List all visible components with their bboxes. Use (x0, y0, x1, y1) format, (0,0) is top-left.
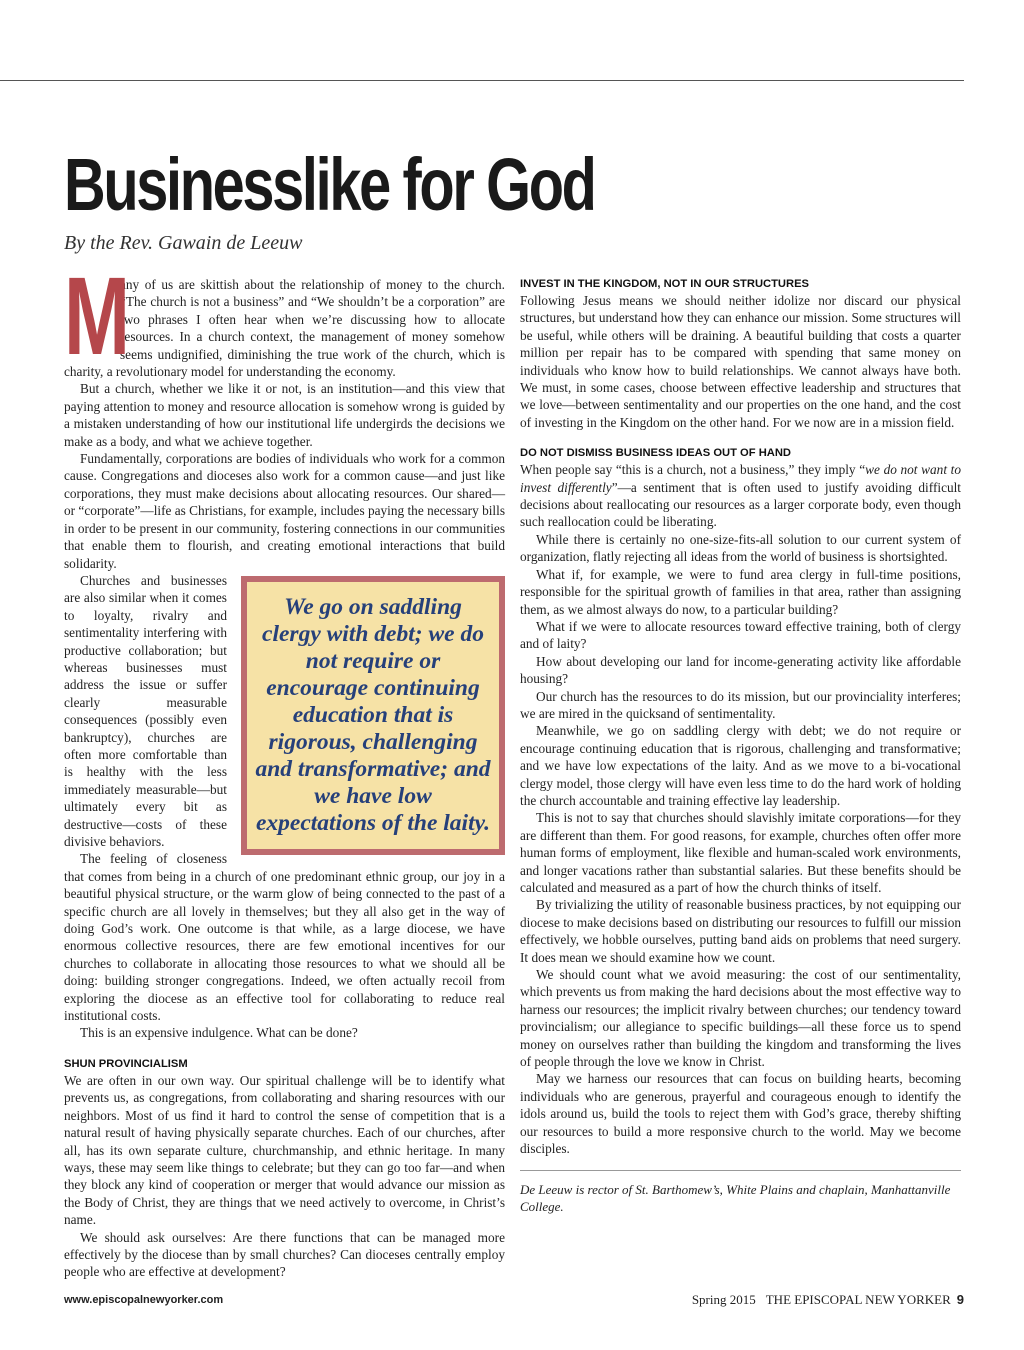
footer-issue: Spring 2015 (691, 1292, 756, 1307)
footer-folio (692, 1292, 964, 1308)
paragraph: While there is certainly no one-size-fits-all solution to our current system of organization, flatly rejecting all ideas from the world of business is shortsighted. (520, 531, 961, 565)
byline: By the Rev. Gawain de Leeuw (64, 232, 303, 254)
drop-cap: M (64, 255, 130, 378)
paragraph: What if we were to allocate resources toward effective training, both of clergy and of laity? (520, 618, 961, 652)
paragraph: We should ask ourselves: Are there functions that can be managed more effectively by the diocese than by small churches? Can dioceses centrally employ people who are effective at development? (64, 1229, 505, 1280)
section-heading-shun-provincialism: SHUN PROVINCIALISM (64, 1057, 188, 1070)
paragraph: May we harness our resources that can focus on building hearts, becoming individuals who are generous, prayerful and courageous enough to identify the idols around us, build the tools to reject them with God’s grace, thereby shifting our resources to build a more responsive church to the world. May we become disciples. (520, 1071, 961, 1157)
author-bio: De Leeuw is rector of St. Barthomew’s, White Plains and chaplain, Manhattanville College. (520, 1181, 951, 1214)
paragraph: Our church has the resources to do its mission, but our provinciality interferes; we are mired in the quicksand of sentimentality. (520, 688, 961, 721)
paragraph: When people say “this is a church, not a business,” they imply “we do not want to invest differently”—a sentiment that is often used to justify avoiding difficult decisions about reallocating our resources as a larger corporate body, even though such reallocation could be liberating. (520, 462, 962, 530)
paragraph: We are often in our own way. Our spiritual challenge will be to identify what prevents us, as congregations, from collaborating and sharing resources with our neighbors. Most of us find it hard to control the sense of competition that is a natural result of having physically separate churches. Each of our churches, after all, has its own separate culture, churchmanship, and ethnic heritage. In many ways, these may seem like things to celebrate; but they can go too far—and when they block any kind of cooperation or merger that would advance our mission as the Body of Christ, they are things that we need actively to overcome, in Christ’s name. (64, 1072, 505, 1228)
paragraph: Churches and businesses are also similar when it comes to loyalty, rivalry and sentimentality interfering with productive collaboration; but whereas businesses must address the issue or suffer clearly measurable consequences (possibly even bankruptcy), churches are often more comfortable than is healthy with the less immediately measurable—but ultimately every bit as destructive—costs of these divisive behaviors. (64, 572, 227, 849)
paragraph: What if, for example, we were to fund area clergy in full-time positions, responsible for the spiritual growth of families in that area, rather than assigning them, as we almost always do now, to a particular building? (520, 566, 961, 617)
paragraph: How about developing our land for income-generating activity like affordable housing? (520, 653, 961, 687)
paragraph: Meanwhile, we go on saddling clergy with debt; we do not require or encourage continuing education that is rigorous, challenging and transformative; and we have low expectations of the laity. And as we move to a bi-vocational clergy model, those clergy will have even less time to do the hard work of holding the church accountable and training effective lay leadership. (520, 723, 961, 808)
paragraph: Following Jesus means we should neither idolize nor discard our physical structures, but understand how they can enhance our mission. Some structures will be useful, while others will be draining. A beautiful building that costs a quarter million per repair has to be compared with spending that same money on individuals who know how to build relationships. We cannot always have both. We must, in some cases, choose between effective leadership and structures that we love—between sentimentality and our properties on the one hand, and the cost of investing in the Kingdom on the other hand. For we now are in a mission field. (520, 293, 961, 430)
paragraph: We should count what we avoid measuring: the cost of our sentimentality, which prevents us from making the hard decisions about the most effective way to harness our resources; the implicit rivalry between churches; our tendency toward provincialism; our allegiance to specific buildings—all these force us to spend money on ourselves rather than building the kingdom and transforming the lives of people through the love we know in Christ. (520, 967, 961, 1070)
paragraph: Fundamentally, corporations are bodies of individuals who work for a common cause. Congregations and dioceses also work for a common cause—and just like corporations, they must make decisions about allocating resources. Our shared—or “corporate”—life as Christians, for example, includes paying the necessary bills in order to be present in our community, fostering connections in our communities that enable them to flourish, and creating emotional interactions that build solidarity. (64, 451, 505, 571)
section-heading-invest-in-kingdom: INVEST IN THE KINGDOM, NOT IN OUR STRUCTURES (520, 278, 810, 290)
column-left (64, 255, 505, 1281)
header-rule (0, 80, 964, 81)
paragraph: By trivializing the utility of reasonable business practices, by not equipping our diocese to make decisions based on distributing our resources to fulfill our mission effectively, we hobble ourselves, putting band aids on problems that need surgery. It does mean we should examine how we count. (520, 897, 961, 965)
footer-publication: THE EPISCOPAL NEW YORKER (765, 1292, 951, 1307)
paragraph-with-pullquote (64, 450, 505, 1024)
footer-website-link[interactable]: www.episcopalnewyorker.com (64, 1294, 224, 1306)
paragraph: But a church, whether we like it or not, is an institution—and this view that paying attention to money and resource allocation is somehow wrong is guided by a mistaken understanding of how our institutional life undergirds the decisions we make as a body, and what we achieve together. (64, 381, 505, 449)
bio-divider (520, 1170, 961, 1171)
paragraph: This is an expensive indulgence. What can be done? (80, 1025, 358, 1041)
article-title: Businesslike for God (64, 143, 595, 226)
intro-paragraph: M any of us are skittish about the relationship of money to the church. “The church is not a business” and “We shouldn’t be a corporation” are two phrases I often hear when we’re discussing how to allocate resources. In a church context, the management of money somehow seems undignified, diminishing the true work of the church, which is charity, a revolutionary model for understanding the economy. (64, 255, 505, 380)
pull-quote: We go on saddling clergy with debt; we do not require or encourage continuing education that is rigorous, challenging and transformative; and we have low expectations of the laity. (241, 576, 505, 855)
paragraph: The feeling of closeness that comes from being in a church of one predominant ethnic group, our joy in a beautiful physical structure, or the warm glow of being connected to the past of a specific church are all lovely in themselves; but they all also get in the way of doing God’s work. One outcome is that while, as a large diocese, we have enormous collective resources, there are few emotional incentives for our churches to collaborate in allocating those resources to what we should all be doing: building stronger congregations. Indeed, we often actually recoil from exploring the diocese as an effective tool for collaborating to reduce real institutional costs. (64, 851, 505, 1024)
column-right (520, 276, 961, 1215)
paragraph: This is not to say that churches should slavishly imitate corporations—for they are different than them. For good reasons, for example, churches often offer more human forms of employment, like flexible and human-scaled work environments, and longer vacations rather than substantial salaries. But these benefits should be calculated and measured as a part of how the church thinks of itself. (520, 810, 961, 895)
section-heading-do-not-dismiss: DO NOT DISMISS BUSINESS IDEAS OUT OF HAND (520, 447, 792, 460)
page-number: 9 (956, 1292, 964, 1307)
